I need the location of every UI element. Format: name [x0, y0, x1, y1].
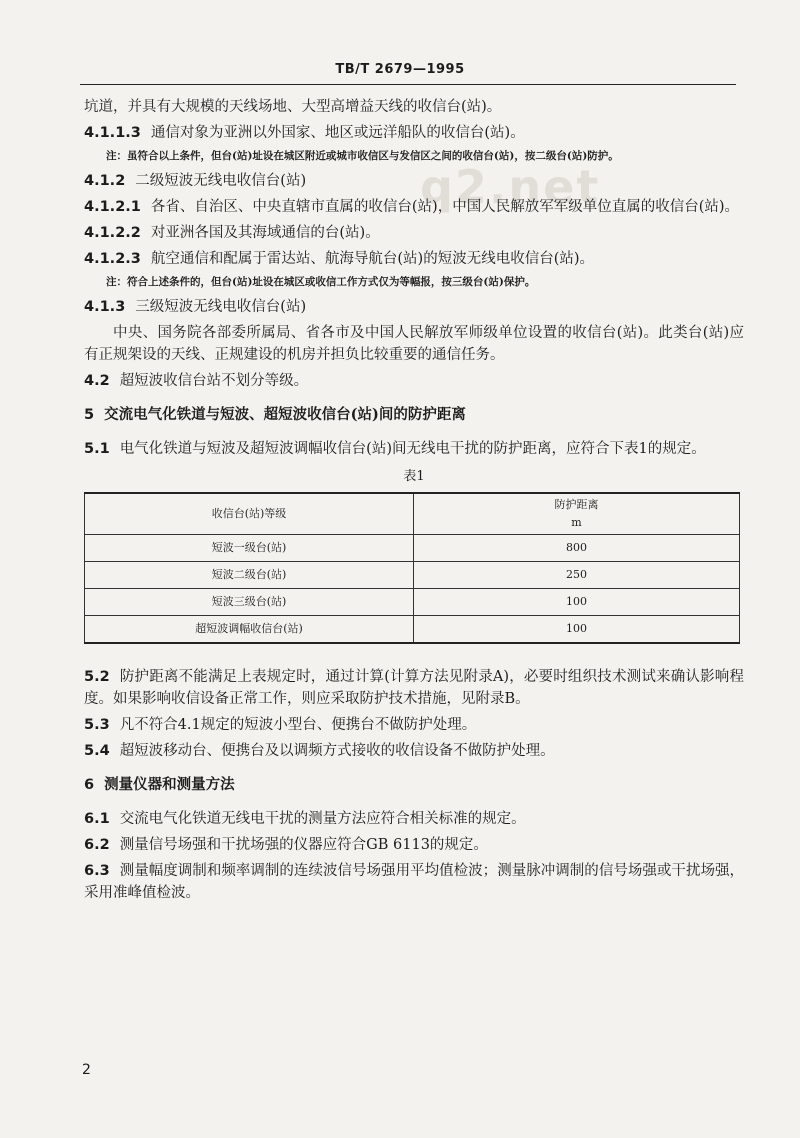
clause-6-2	[84, 834, 744, 856]
header-distance-unit: m	[571, 516, 582, 529]
clause-text: 对亚洲各国及其海域通信的台(站)。	[150, 225, 380, 241]
clause-number: 4.1.3	[84, 299, 126, 315]
clause-text: 超短波收信台站不划分等级。	[119, 373, 309, 389]
clause-text: 二级短波无线电收信台(站)	[135, 173, 307, 189]
clause-number: 5.4	[84, 743, 110, 759]
clause-number: 4.1.1.3	[84, 125, 141, 141]
watermark: q2.net	[420, 160, 601, 214]
protection-distance-table	[84, 492, 740, 644]
clause-number: 4.1.2.2	[84, 225, 141, 241]
table-row	[85, 562, 740, 589]
continued-paragraph: 坑道，并具有大规模的天线场地、大型高增益天线的收信台(站)。	[84, 99, 502, 115]
cell-distance: 800	[414, 535, 740, 562]
clause-number: 5.2	[84, 669, 110, 685]
clause-text: 航空通信和配属于雷达站、航海导航台(站)的短波无线电收信台(站)。	[150, 251, 595, 267]
clause-5-1	[84, 438, 744, 460]
clause-4-1-3	[84, 296, 744, 318]
clause-number: 4.1.2	[84, 173, 126, 189]
section-6-heading	[84, 774, 744, 796]
table-caption: 表1	[403, 469, 425, 484]
note-1: 注：虽符合以上条件，但台(站)址设在城区附近或城市收信区与发信区之间的收信台(站)，按二级台(站)防护。	[106, 150, 619, 162]
cell-grade: 短波二级台(站)	[85, 562, 414, 589]
cell-distance: 250	[414, 562, 740, 589]
header-grade: 收信台(站)等级	[85, 493, 414, 535]
section-title: 交流电气化铁道与短波、超短波收信台(站)间的防护距离	[104, 406, 466, 423]
cell-grade: 超短波调幅收信台(站)	[85, 616, 414, 644]
clause-text: 凡不符合4.1规定的短波小型台、便携台不做防护处理。	[119, 717, 477, 733]
clause-text: 测量信号场强和干扰场强的仪器应符合GB 6113的规定。	[119, 837, 488, 853]
table-row	[85, 589, 740, 616]
clause-text: 电气化铁道与短波及超短波调幅收信台(站)间无线电干扰的防护距离，应符合下表1的规定。	[119, 441, 706, 457]
section-number: 6	[84, 777, 95, 793]
header-distance	[414, 493, 740, 535]
body-content	[84, 96, 744, 908]
clause-4-1-2	[84, 170, 744, 192]
clause-text: 超短波移动台、便携台及以调频方式接收的收信设备不做防护处理。	[119, 743, 555, 759]
clause-number: 6.1	[84, 811, 110, 827]
clause-4-1-2-1	[84, 196, 744, 218]
clause-6-1	[84, 808, 744, 830]
clause-text: 交流电气化铁道无线电干扰的测量方法应符合相关标准的规定。	[119, 811, 526, 827]
cell-distance: 100	[414, 616, 740, 644]
table-row	[85, 535, 740, 562]
cell-distance: 100	[414, 589, 740, 616]
clause-5-2	[84, 666, 744, 710]
cell-grade: 短波三级台(站)	[85, 589, 414, 616]
clause-text: 防护距离不能满足上表规定时，通过计算(计算方法见附录A)，必要时组织技术测试来确认影响程度。如果影响收信设备正常工作，则应采取防护技术措施，见附录B。	[84, 669, 744, 707]
clause-number: 4.1.2.3	[84, 251, 141, 267]
clause-text: 测量幅度调制和频率调制的连续波信号场强用平均值检波；测量脉冲调制的信号场强或干扰场强，采用准峰值检波。	[84, 863, 744, 901]
section-title: 测量仪器和测量方法	[104, 776, 235, 793]
clause-text: 各省、自治区、中央直辖市直属的收信台(站)，中国人民解放军军级单位直属的收信台(站)。	[150, 199, 740, 215]
note-2: 注：符合上述条件的，但台(站)址设在城区或收信工作方式仅为等幅报，按三级台(站)保护。	[106, 276, 536, 288]
table-header-row	[85, 493, 740, 535]
table-row	[85, 616, 740, 644]
clause-number: 4.1.2.1	[84, 199, 141, 215]
clause-4-1-1-3	[84, 122, 744, 144]
cell-grade: 短波一级台(站)	[85, 535, 414, 562]
clause-number: 5.3	[84, 717, 110, 733]
header-rule	[80, 84, 736, 85]
running-header: TB/T 2679—1995	[335, 62, 465, 77]
clause-5-4	[84, 740, 744, 762]
page-number: 2	[82, 1062, 91, 1078]
clause-text: 通信对象为亚洲以外国家、地区或远洋船队的收信台(站)。	[150, 125, 525, 141]
clause-number: 4.2	[84, 373, 110, 389]
clause-4-1-2-2	[84, 222, 744, 244]
section-5-heading	[84, 404, 744, 426]
clause-4-2	[84, 370, 744, 392]
clause-5-3	[84, 714, 744, 736]
clause-number: 6.3	[84, 863, 110, 879]
clause-number: 6.2	[84, 837, 110, 853]
header-distance-label: 防护距离	[554, 498, 599, 511]
clause-4-1-3-body: 中央、国务院各部委所属局、省各市及中国人民解放军师级单位设置的收信台(站)。此类台(站)应有正规架设的天线、正规建设的机房并担负比较重要的通信任务。	[84, 325, 744, 363]
section-number: 5	[84, 407, 95, 423]
clause-4-1-2-3	[84, 248, 744, 270]
clause-number: 5.1	[84, 441, 110, 457]
clause-text: 三级短波无线电收信台(站)	[135, 299, 307, 315]
clause-6-3	[84, 860, 744, 904]
